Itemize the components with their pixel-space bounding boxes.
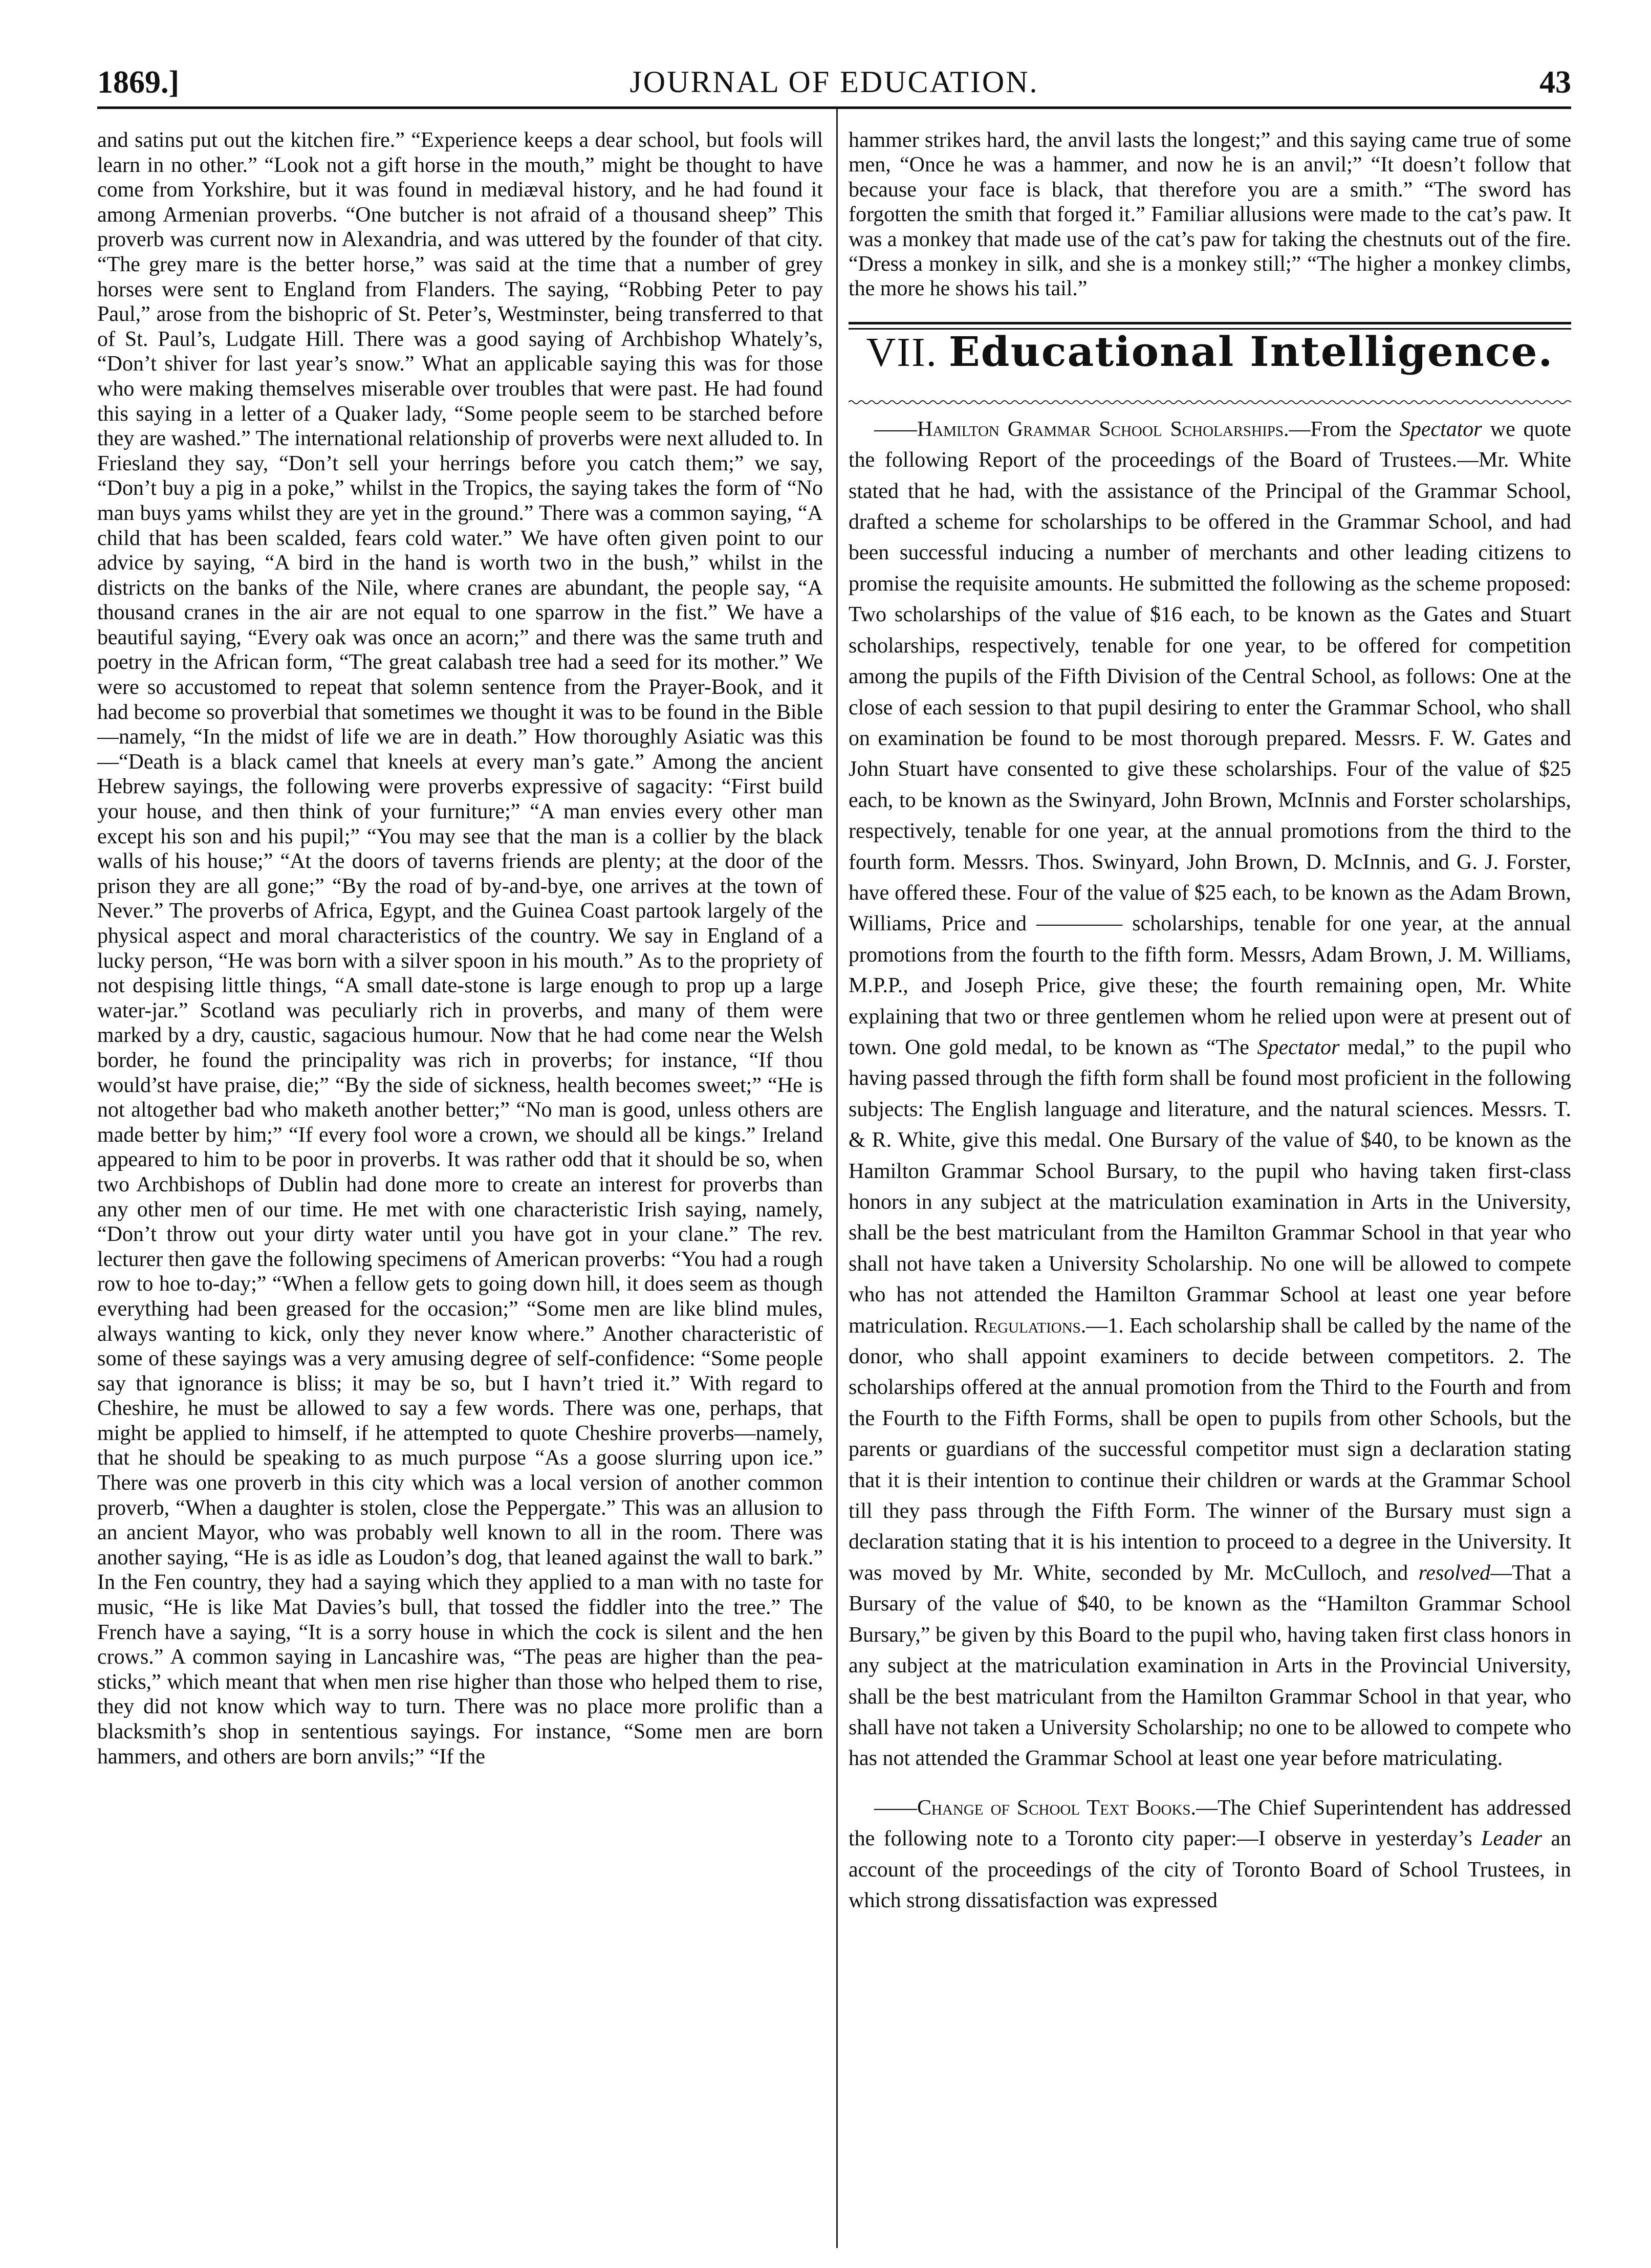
news-item-head: ——Change of School Text Books. bbox=[874, 1796, 1197, 1820]
right-column bbox=[849, 128, 1571, 1916]
regulations-head: Regulations. bbox=[974, 1314, 1087, 1338]
news-text: we quote the following Report of the proceedings of the Board of Trustees.—Mr. White stated that he had, with the assistance of the Principal of the Grammar School, drafted a scheme for scholarships to be offered in the Grammar School, and had been successful inducing a number of merchants and other leading citizens to promise the requisite amounts. He submitted the following as the scheme proposed: Two scholarships of the value of $16 each, to be known as the Gates and Stuart scholarships, respectively, tenable for one year, to be offered for competition among the pupils of the Fifth Division of the Central School, as follows: One at the close of each session to that pupil desiring to enter the Grammar School, who shall on examination be found to be most thorough prepared. Messrs. F. W. Gates and John Stuart have consented to give these scholarships. Four of the value of $25 each, to be known as the Swinyard, John Brown, McInnis and Forster scholarships, respectively, tenable for one year, at the annual promotions from the third to the fourth form. Messrs. Thos. Swinyard, John Brown, D. McInnis, and G. J. Forster, have offered these. Four of the value of $25 each, to be known as the Adam Brown, Williams, Price and ———— scholarships, tenable for one year, at the annual promotions from the fourth to the fifth form. Messrs, Adam Brown, J. M. Williams, M.P.P., and Joseph Price, give these; the fourth remaining open, Mr. White explaining that two or three gentlemen whom he relied upon were at present out of town. One gold medal, to be known as “The bbox=[849, 417, 1571, 1059]
section-title: Educational Intelligence. bbox=[948, 327, 1554, 376]
header-year: 1869.] bbox=[97, 65, 180, 100]
news-text: an account of the proceedings of the city of Toronto Board of School Trustees, in which strong dissatisfaction was expressed bbox=[849, 1827, 1571, 1912]
proverbs-lecture-text: and satins put out the kitchen fire.” “Experience keeps a dear school, but fools will learn in no other.” “Look not a gift horse in the mouth,” might be thought to have come from Yorkshire, but it was found in mediæval history, and he had found it among Armenian proverbs. “One butcher is not afraid of a thousand sheep” This proverb was current now in Alexandria, and was uttered by the founder of that city. “The grey mare is the better horse,” was said at the time that a number of grey horses were sent to England from Flanders. The saying, “Robbing Peter to pay Paul,” arose from the bishopric of St. Peter’s, Westminster, being transferred to that of St. Paul’s, Ludgate Hill. There was a good saying of Archbishop Whately’s, “Don’t shiver for last year’s snow.” What an applicable saying this was for those who were making themselves miserable over troubles that were past. He had found this saying in a letter of a Quaker lady, “Some people seem to be starched before they are washed.” The international relationship of proverbs were next alluded to. In Friesland they say, “Don’t sell your herrings before you catch them;” we say, “Don’t buy a pig in a poke,” whilst in the Tropics, the saying takes the form of “No man buys yams whilst they are yet in the ground.” There was a common saying, “A child that has been scalded, fears cold water.” We have often given point to our advice by saying, “A bird in the hand is worth two in the bush,” whilst in the districts on the banks of the Nile, where cranes are abundant, the people say, “A thousand cranes in the air are not equal to one sparrow in the fist.” We have a beautiful saying, “Every oak was once an acorn;” and there was the same truth and poetry in the African form, “The great calabash tree had a seed for its mother.” We were so accustomed to repeat that solemn sentence from the Prayer-Book, and it had become so proverbial that sometimes we thought it was to be found in the Bible—namely, “In the midst of life we are in death.” How thoroughly Asiatic was this—“Death is a black camel that kneels at every man’s gate.” Among the ancient Hebrew sayings, the following were proverbs expressive of sagacity: “First build your house, and then think of your furniture;” “A man envies every other man except his son and his pupil;” “You may see that the man is a collier by the black walls of his house;” “At the doors of taverns friends are plenty; at the door of the prison they are all gone;” “By the road of by-and-bye, one arrives at the town of Never.” The proverbs of Africa, Egypt, and the Guinea Coast partook largely of the physical aspect and moral characteristics of the country. We say in England of a lucky person, “He was born with a silver spoon in his mouth.” As to the propriety of not despising little things, “A small date-stone is large enough to prop up a large water-jar.” Scotland was peculiarly rich in proverbs, and many of them were marked by a dry, caustic, sagacious humour. Now that he had come near the Welsh border, he found the principality was rich in proverbs; for instance, “If thou would’st have praise, die;” “By the side of sickness, health becomes sweet;” “He is not altogether bad who maketh another better;” “No man is good, unless others are made better by him;” “If every fool wore a crown, we should all be kings.” Ireland appeared to him to be poor in proverbs. It was rather odd that it should be so, when two Archbishops of Dublin had done more to create an interest for proverbs than any other men of our time. He met with one characteristic Irish saying, namely, “Don’t throw out your dirty water until you have got in your clane.” The rev. lecturer then gave the following specimens of American proverbs: “You had a rough row to hoe to-day;” “When a fellow gets to going down hill, it does seem as though everything had been greased for the occasion;” “Some men are like blind mules, always wanting to kick, only they never know where.” Another characteristic of some of these sayings was a very amusing degree of self-confidence: “Some people say that ignorance is bliss; it may be so, but I havn’t tried it.” With regard to Cheshire, he must be allowed to say a few words. There was one, perhaps, that might be applied to himself, if he attempted to quote Cheshire proverbs—namely, that he should be speaking to as much purpose “As a goose slurring upon ice.” There was one proverb in this city which was a local version of another common proverb, “When a daughter is stolen, close the Peppergate.” This was an allusion to an ancient Mayor, who was probably well known to all in the room. There was another saying, “He is as idle as Loudon’s dog, that leaned against the wall to bark.” In the Fen country, they had a saying which they applied to a man with no taste for music, “He is like Mat Davies’s bull, that tossed the fiddler into the tree.” The French have a saying, “It is a sorry house in which the cock is silent and the hen crows.” A common saying in Lancashire was, “The peas are higher than the pea-sticks,” which meant that when men rise higher than those who helped them to rise, they did not know which way to turn. There was no place more prolific than a blacksmith’s shop in sententious sayings. For instance, “Some men are born hammers, and others are born anvils;” “If the bbox=[97, 128, 823, 1769]
left-column bbox=[97, 128, 823, 1769]
page-number: 43 bbox=[1539, 65, 1571, 100]
page-header bbox=[97, 60, 1571, 106]
news-item-hamilton-scholarships bbox=[849, 414, 1571, 1774]
news-item-head: ——Hamilton Grammar School Scholarships. bbox=[874, 417, 1289, 441]
news-item-text-books bbox=[849, 1793, 1571, 1916]
news-text: —From the bbox=[1289, 417, 1400, 441]
column-divider bbox=[836, 109, 838, 2248]
journal-title: JOURNAL OF EDUCATION. bbox=[629, 65, 1039, 99]
header-rule bbox=[97, 106, 1571, 109]
section-heading bbox=[849, 327, 1571, 376]
resolved-word: resolved bbox=[1418, 1561, 1491, 1585]
section-heading-block bbox=[849, 322, 1571, 414]
news-text: —That a Bursary of the value of $40, to be known as the “Hamilton Grammar School Bursary,” be given by this Board to the pupil who, having taken first class honors in any subject at the matriculation examination in Arts in the Provincial University, shall be the best matriculant from the Hamilton Grammar School in that year, who shall have not taken a University Scholarship; no one to be allowed to compete who has not attended the Grammar School at least one year before matriculating. bbox=[849, 1561, 1571, 1771]
wavy-divider bbox=[849, 399, 1571, 406]
news-text: medal,” to the pupil who having passed through the fifth form shall be found most proficient in the following subjects: The English language and literature, and the natural sciences. Messrs. T. & R. White, give this medal. One Bursary of the value of $40, to be known as the Hamilton Grammar School Bursary, to the pupil who having taken first-class honors in any subject at the matriculation examination in Arts in the University, shall be the best matriculant from the Hamilton Grammar School in that year who shall not have taken a University Scholarship. No one will be allowed to compete who has not attended the Hamilton Grammar School at least one year before matriculation. bbox=[849, 1035, 1571, 1338]
source-name: Spectator bbox=[1399, 417, 1482, 441]
section-rule-thick bbox=[849, 322, 1571, 324]
news-text: —1. Each scholarship shall be called by the name of the donor, who shall appoint examiners to decide between competitors. 2. The scholarships offered at the annual promotion from the Third to the Fourth and from the Fourth to the Fifth Forms, shall be open to pupils from other Schools, but the parents or guardians of the successful competitor must sign a declaration stating that it is their intention to continue their children or wards at the Grammar School till they pass through the Fifth Form. The winner of the Bursary must sign a declaration stating that it is his intention to proceed to a degree in the University. It was moved by Mr. White, seconded by Mr. McCulloch, and bbox=[849, 1314, 1571, 1585]
medal-name: Spectator bbox=[1257, 1035, 1340, 1059]
newspaper-name: Leader bbox=[1481, 1827, 1543, 1851]
news-text: —The Chief Superintendent has addressed the following note to a Toronto city paper:—I observe in yesterday’s bbox=[849, 1796, 1571, 1851]
section-number: VII. bbox=[866, 330, 938, 375]
proverbs-continuation-text: hammer strikes hard, the anvil lasts the longest;” and this saying came true of some men, “Once he was a hammer, and now he is an anvil;” “It doesn’t follow that because your face is black, that therefore you are a smith.” “The sword has forgotten the smith that forged it.” Familiar allusions were made to the cat’s paw. It was a monkey that made use of the cat’s paw for taking the chestnuts out of the fire. “Dress a monkey in silk, and she is a monkey still;” “The higher a monkey climbs, the more he shows his tail.” bbox=[849, 128, 1571, 301]
